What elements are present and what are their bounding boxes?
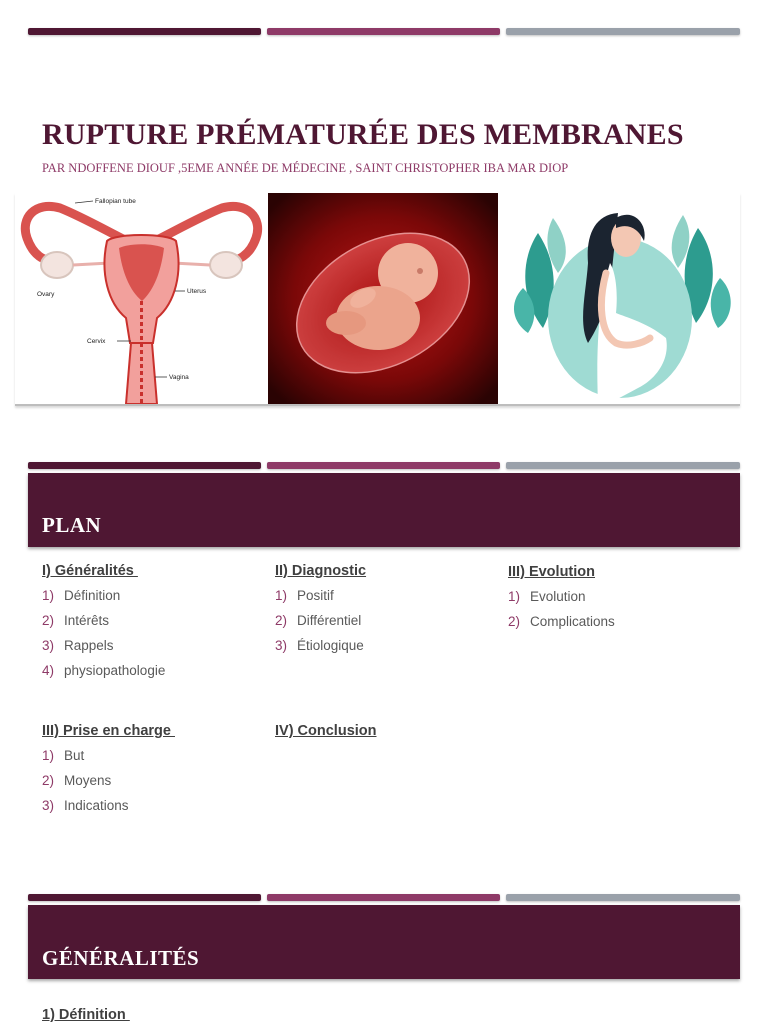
plan-heading: PLAN	[42, 513, 102, 537]
list-item: 1) Définition	[42, 588, 121, 603]
list-item: 3) Étiologique	[275, 638, 364, 653]
list-item: 2) Différentiel	[275, 613, 362, 628]
plan-section-conclusion	[275, 723, 495, 748]
label-uterus: Uterus	[187, 288, 207, 295]
list-item: 3) Rappels	[42, 638, 114, 653]
decor-bar-dark	[28, 462, 261, 469]
list-item: 1) Positif	[275, 588, 334, 603]
decor-bar-gray	[506, 28, 740, 35]
section-title: III) Prise en charge	[42, 723, 175, 739]
plan-section-diagnostic	[275, 563, 495, 663]
section-title: II) Diagnostic	[275, 563, 367, 579]
fetus-image	[268, 193, 498, 404]
uterus-anatomy-image	[15, 193, 268, 404]
list-item: 1) But	[42, 748, 85, 763]
plan-section-prise-en-charge	[42, 723, 262, 823]
list-item: 1) Evolution	[508, 589, 586, 604]
presentation-subtitle: PAR NDOFFENE DIOUF ,5EME ANNÉE DE MÉDECINE , SAINT CHRISTOPHER IBA MAR DIOP	[42, 161, 569, 175]
decor-bar-magenta	[267, 28, 500, 35]
label-fallopian-tube: Fallopian tube	[95, 198, 136, 205]
decor-bars-slide1	[28, 28, 740, 36]
pregnant-woman-image	[498, 193, 740, 404]
decor-bar-gray	[506, 894, 740, 901]
decor-bar-magenta	[267, 462, 500, 469]
plan-section-evolution	[508, 564, 728, 639]
label-cervix: Cervix	[87, 338, 106, 345]
decor-bar-dark	[28, 894, 261, 901]
list-item: 2) Moyens	[42, 773, 112, 788]
plan-header-band	[28, 473, 740, 547]
list-item: 4) physiopathologie	[42, 663, 166, 678]
decor-bar-dark	[28, 28, 261, 35]
list-item: 2) Intérêts	[42, 613, 110, 628]
presentation-title: RUPTURE PRÉMATURÉE DES MEMBRANES	[42, 118, 684, 151]
decor-bars-slide2	[28, 462, 740, 470]
generalites-heading: GÉNÉRALITÉS	[42, 946, 200, 970]
decor-bars-slide3	[28, 894, 740, 902]
definition-subheading: 1) Définition	[42, 1007, 130, 1023]
label-ovary: Ovary	[37, 291, 55, 298]
decor-bar-magenta	[267, 894, 500, 901]
list-item: 3) Indications	[42, 798, 129, 813]
label-vagina: Vagina	[169, 374, 189, 381]
image-strip	[15, 193, 740, 406]
section-title: I) Généralités	[42, 563, 138, 579]
plan-section-generalites	[42, 563, 262, 688]
decor-bar-gray	[506, 462, 740, 469]
generalites-header-band	[28, 905, 740, 979]
section-title: IV) Conclusion	[275, 723, 377, 739]
section-title: III) Evolution	[508, 564, 595, 580]
list-item: 2) Complications	[508, 614, 615, 629]
